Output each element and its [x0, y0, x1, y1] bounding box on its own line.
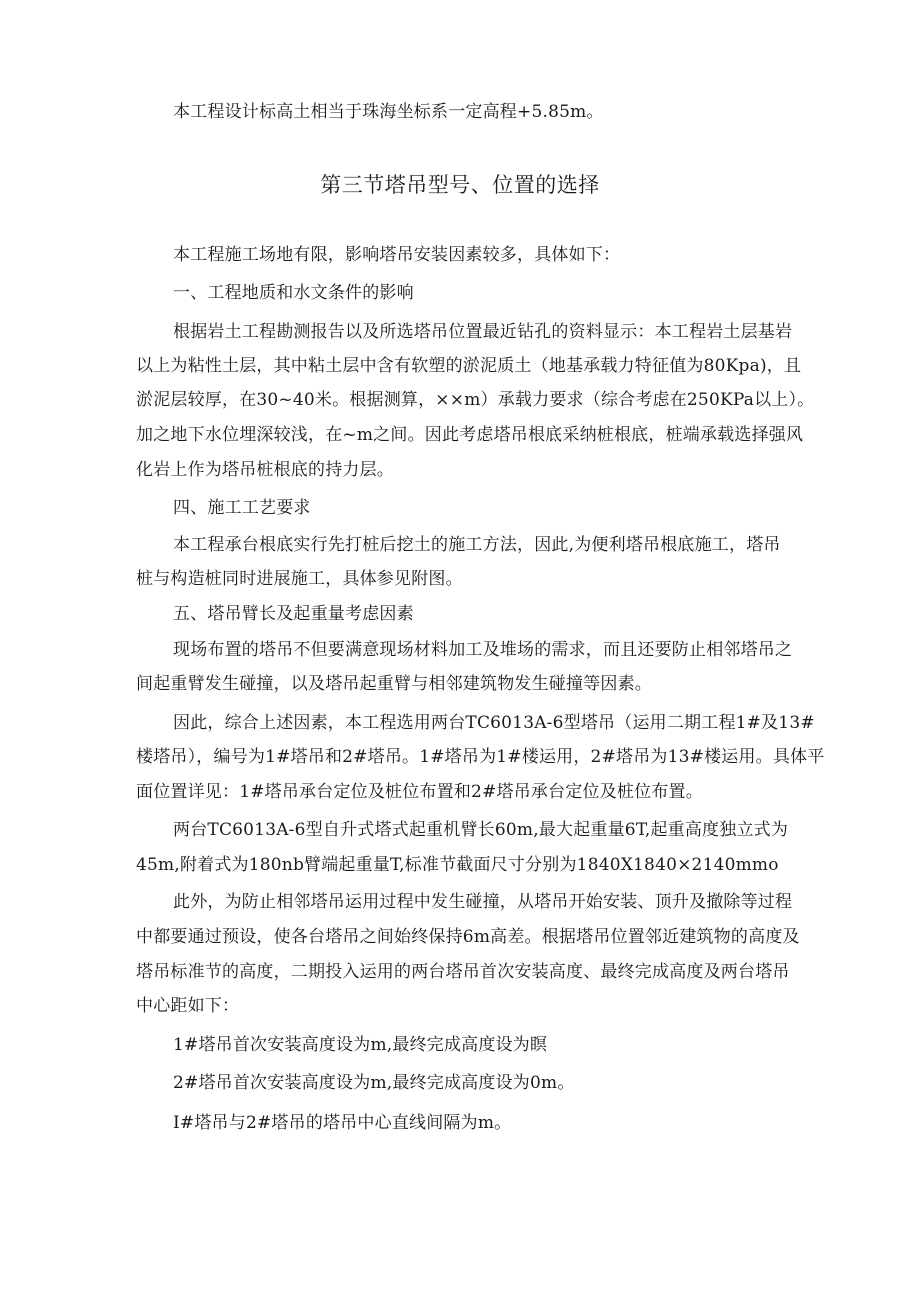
intro-paragraph: 本工程施工场地有限，影响塔吊安装因素较多，具体如下：: [173, 245, 621, 265]
section-title: 第三节塔吊型号、位置的选择: [320, 173, 600, 197]
paragraph-line: 间起重臂发生碰撞，以及塔吊起重臂与相邻建筑物发生碰撞等因素。: [136, 674, 652, 694]
paragraph-line: 塔吊标准节的高度，二期投入运用的两台塔吊首次安装高度、最终完成高度及两台塔吊: [136, 962, 790, 982]
heading-construction-process: 四、施工工艺要求: [173, 498, 311, 518]
paragraph-line: 化岩上作为塔吊桩根底的持力层。: [136, 460, 394, 480]
paragraph-line: 此外，为防止相邻塔吊运用过程中发生碰撞，从塔吊开始安装、顶升及撤除等过程: [173, 892, 793, 912]
paragraph-line: 因此，综合上述因素，本工程选用两台TC6013A-6型塔吊（运用二期工程1#及13#: [173, 713, 815, 733]
paragraph-line: 本工程承台根底实行先打桩后挖土的施工方法，因此,为便利塔吊根底施工，塔吊: [173, 535, 781, 555]
paragraph-line: 淤泥层较厚，在30~40米。根据测算，××m）承载力要求（综合考虑在250KPa以上）。: [136, 390, 815, 410]
heading-boom-length: 五、塔吊臂长及起重量考虑因素: [173, 604, 414, 624]
paragraph-line: 楼塔吊），编号为1#塔吊和2#塔吊。1#塔吊为1#楼运用，2#塔吊为13#楼运用。具体平: [136, 747, 825, 767]
heading-geology: 一、工程地质和水文条件的影响: [173, 283, 414, 303]
crane-1-height-line: 1#塔吊首次安装高度设为m,最终完成高度设为瞑: [173, 1035, 548, 1055]
paragraph-line: 桩与构造桩同时进展施工，具体参见附图。: [136, 569, 463, 589]
datum-elevation-line: 本工程设计标高土相当于珠海坐标系一定高程+5.85m。: [173, 102, 604, 122]
paragraph-line: 中心距如下：: [136, 996, 240, 1016]
paragraph-line: 加之地下水位埋深较浅，在~m之间。因此考虑塔吊根底采纳桩根底，桩端承载选择强风: [136, 425, 804, 445]
crane-center-distance-line: I#塔吊与2#塔吊的塔吊中心直线间隔为m。: [173, 1113, 512, 1133]
paragraph-line: 以上为粘性土层，其中粘土层中含有软塑的淤泥质土（地基承载力特征值为80Kpa)，且: [136, 356, 802, 376]
crane-2-height-line: 2#塔吊首次安装高度设为m,最终完成高度设为0m。: [173, 1073, 575, 1093]
paragraph-line: 根据岩土工程勘测报告以及所选塔吊位置最近钻孔的资料显示：本工程岩土层基岩: [173, 322, 793, 342]
paragraph-line: 两台TC6013A-6型自升式塔式起重机臂长60m,最大起重量6T,起重高度独立式为: [173, 820, 789, 840]
paragraph-line: 45m,附着式为180nb臂端起重量T,标准节截面尺寸分别为1840X1840×2140mmo: [136, 855, 779, 875]
paragraph-line: 面位置详见：1#塔吊承台定位及桩位布置和2#塔吊承台定位及桩位布置。: [136, 782, 703, 802]
paragraph-line: 现场布置的塔吊不但要满意现场材料加工及堆场的需求，而且还要防止相邻塔吊之: [173, 640, 793, 660]
paragraph-line: 中都要通过预设，使各台塔吊之间始终保持6m高差。根据塔吊位置邻近建筑物的高度及: [136, 927, 800, 947]
